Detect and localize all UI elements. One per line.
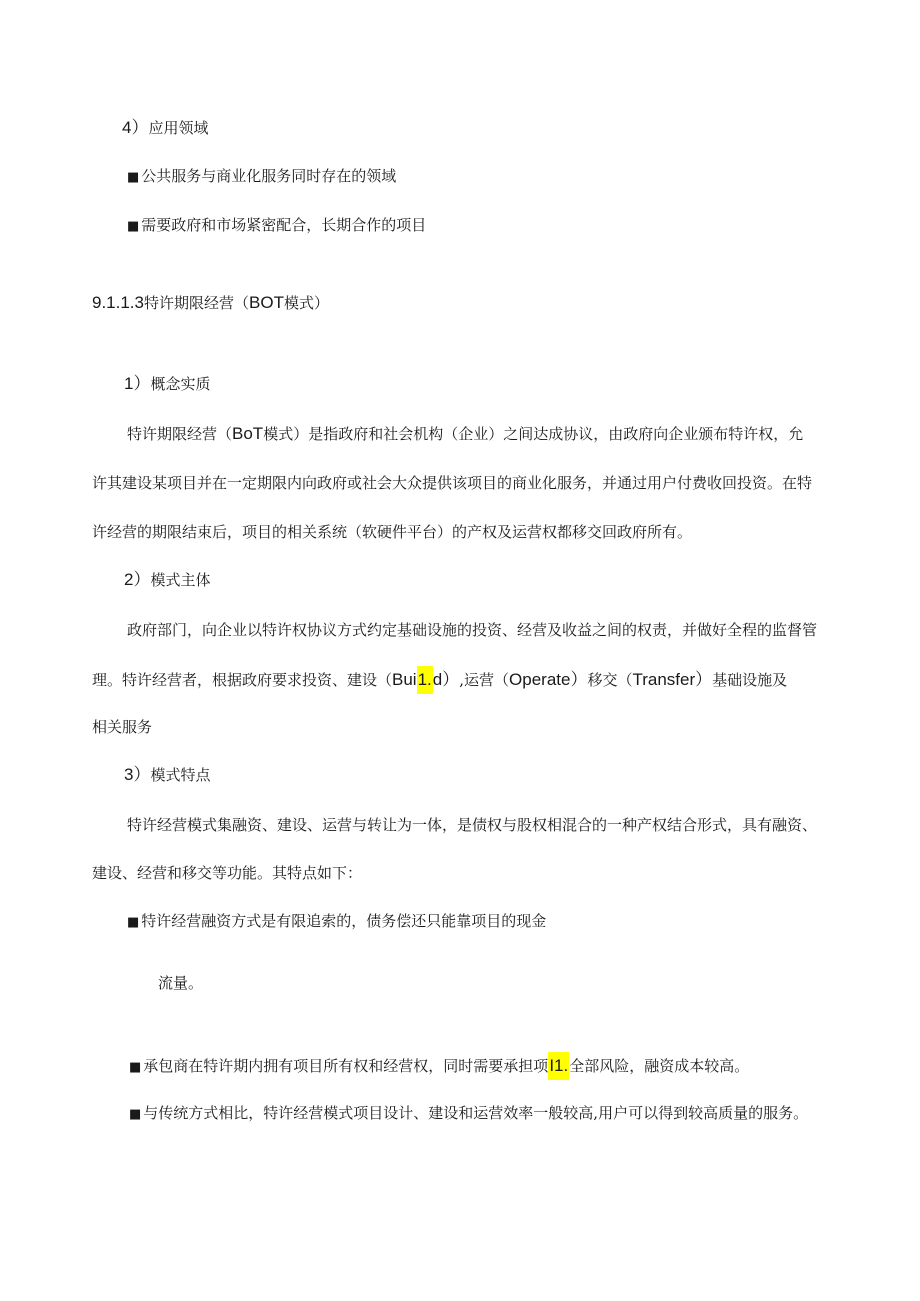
concept-paragraph-line-3: 许经营的期限结束后，项目的相关系统（软硬件平台）的产权及运营权都移交回政府所有。 bbox=[92, 523, 693, 541]
feature-bullet-2: ■ 承包商在特许期内拥有项目所有权和经营权，同时需要承担项I1.全部风险，融资成本较高。 bbox=[129, 1052, 749, 1080]
feature-bullet-3: ■ 与传统方式相比，特许经营模式项目设计、建设和运营效率一般较高,用户可以得到较高质量的服务。 bbox=[129, 1104, 809, 1122]
feature-bullet-1-continuation: 流量。 bbox=[158, 974, 204, 992]
features-paragraph-line-1: 特许经营模式集融资、建设、运营与转让为一体，是债权与股权相混合的一种产权结合形式，具有融资、 bbox=[127, 816, 818, 834]
section-4-heading: 4）应用领域 bbox=[122, 118, 209, 137]
subject-paragraph-line-3: 相关服务 bbox=[92, 718, 153, 736]
concept-paragraph-line-2: 许其建设某项目并在一定期限内向政府或社会大众提供该项目的商业化服务，并通过用户付费收回投资。在特 bbox=[92, 474, 813, 492]
application-bullet-1: ■ 公共服务与商业化服务同时存在的领域 bbox=[127, 167, 397, 185]
highlight-mark: I1. bbox=[548, 1052, 569, 1080]
subject-paragraph-line-2: 理。特许经营者，根据政府要求投资、建设（Bui1.d）,运营（Operate）移交（Transfer）基础设施及 bbox=[92, 666, 787, 694]
section-3-heading: 3）模式特点 bbox=[124, 765, 211, 784]
section-1-heading: 1）概念实质 bbox=[124, 374, 211, 393]
subject-paragraph-line-1: 政府部门，向企业以特许权协议方式约定基础设施的投资、经营及收益之间的权责，并做好全程的监督管 bbox=[127, 621, 818, 639]
section-2-heading: 2）模式主体 bbox=[124, 570, 211, 589]
highlight-mark: 1. bbox=[417, 666, 433, 694]
section-heading-9-1-1-3: 9.1.1.3特许期限经营（BOT模式） bbox=[92, 293, 329, 312]
features-paragraph-line-2: 建设、经营和移交等功能。其特点如下： bbox=[92, 864, 363, 882]
feature-bullet-1: ■ 特许经营融资方式是有限追索的，债务偿还只能靠项目的现金 bbox=[127, 912, 547, 930]
concept-paragraph-line-1: 特许期限经营（BoT模式）是指政府和社会机构（企业）之间达成协议，由政府向企业颁布特许权，允 bbox=[127, 424, 804, 443]
application-bullet-2: ■ 需要政府和市场紧密配合，长期合作的项目 bbox=[127, 216, 427, 234]
